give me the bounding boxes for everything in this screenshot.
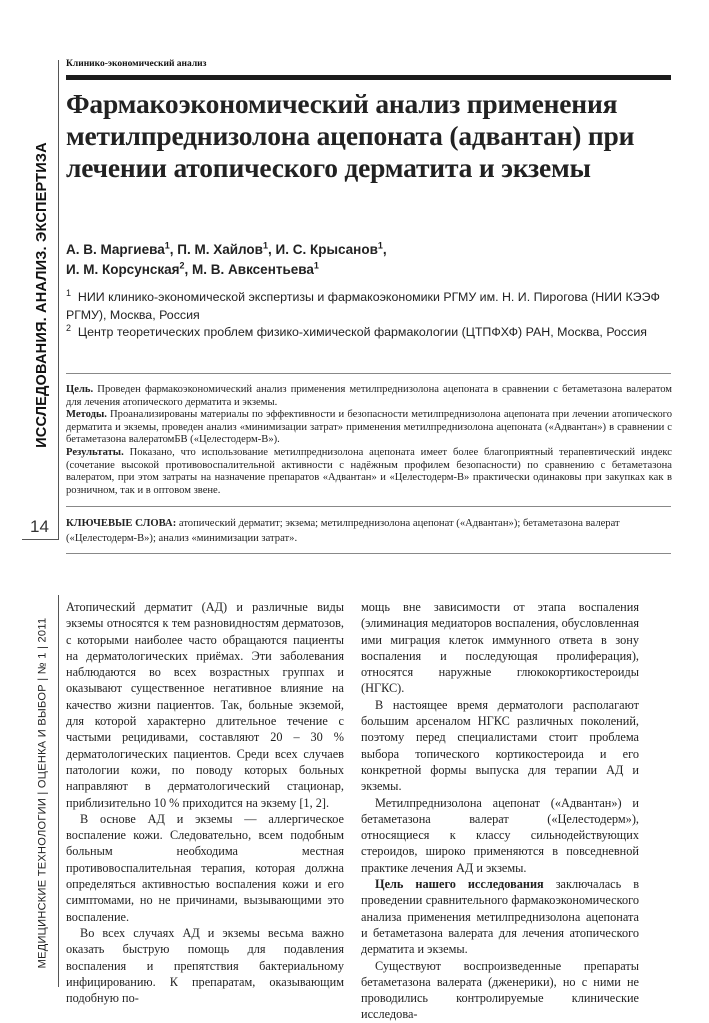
body-paragraph: В основе АД и экземы — аллергическое воспаление кожи. Следовательно, всем подобным больным необходима местная противовоспалительная терапия, которая должна определяться активностью воспаления кожи и его симптомами, но не причинами, вызывающими это воспаление.: [66, 811, 344, 924]
author: И. М. Корсунская$^2$,: [66, 260, 193, 277]
body-paragraph: Существуют воспроизведенные препараты бетаметазона валерата (дженерики), но с ними не проводились контролируемые клинические исследова-: [361, 958, 639, 1022]
body-column-left: [66, 599, 344, 1006]
affiliation: $^1$ НИИ клинико-экономической экспертизы и фармакоэкономики РГМУ им. Н. И. Пирогова (НИИ КЭЭФ РГМУ), Москва, Россия: [66, 287, 660, 322]
body-paragraph: В настоящее время дерматологи располагают большим арсеналом НГКС различных поколений, поэтому перед специалистами стоит проблема выбора топического кортикостероида и его конкретной формы выпуска для терапии АД и экземы.: [361, 697, 639, 794]
abstract-results: Результаты. Показано, что использование метилпреднизолона ацепоната имеет более благоприятный терапевтический индекс (сочетание высокой противовоспалительной активности с надёжным профилем безопасности) по сравнению с бетаметазона валератом, при этом затраты на назначение препаратов «Адвантан» и «Целестодерм-В» практически одинаковы при закупках как в розничном, так и в оптовом звене.: [66, 446, 672, 496]
abstract: [66, 384, 672, 497]
margin-rule-bottom: [58, 595, 59, 987]
abstract-methods: Методы. Проанализированы материалы по эффективности и безопасности метилпреднизолона ацепоната при лечении атопического дерматита и экземы, проведен анализ «минимизации затрат» применения метилпреднизолона ацепоната («Адвантан») в сравнении с бетаметазона валератомБВ («Целестодерм-В»).: [66, 409, 672, 446]
author: А. В. Маргиева$^1$,: [66, 240, 178, 257]
article-title: Фармакоэкономический анализ применения метилпреднизолона ацепоната (адвантан) при лечении атопического дерматита и экземы: [66, 88, 635, 183]
body-paragraph: Метилпреднизолона ацепонат («Адвантан») и бетаметазона валерат («Целестодерм»), относящиеся к классу сильнодействующих стероидов, широко применяются в повседневной практике лечения АД и экземы.: [361, 795, 639, 875]
body-column-right: [361, 599, 639, 1023]
affiliations: [66, 289, 676, 342]
author: И. С. Крысанов$^1$,: [275, 240, 387, 257]
author: П. М. Хайлов$^1$,: [177, 240, 276, 257]
body-paragraph: Во всех случаях АД и экземы весьма важно оказать быструю помощь для подавления воспаления и препятствия бактериальному инфицированию. К препаратам, оказывающим подобную по-: [66, 925, 344, 1006]
keywords: КЛЮЧЕВЫЕ СЛОВА: атопический дерматит; экзема; метилпреднизолона ацепонат («Адвантан»); бетаметазона валерат («Целестодерм-В»); анализ «минимизации затрат».: [66, 518, 620, 544]
body-paragraph: мощь вне зависимости от этапа воспаления (элиминация медиаторов воспаления, обусловленная ими миграция клеток иммунного ответа в зону воспаления и последующая пролиферация), относятся наружные глюкокортикостероиды (НГКС).: [361, 600, 639, 696]
page-number-rule: [22, 539, 58, 540]
abstract-rule-bottom: [66, 553, 671, 554]
margin-rule-top: [58, 60, 59, 540]
body-paragraph: Цель нашего исследования заключалась в проведении сравнительного фармакоэкономического анализа применения метилпреднизолона ацепоната и бетаметазона валерата для лечения атопического дерматита и экземы.: [361, 877, 640, 957]
author-list: [66, 240, 676, 280]
abstract-rule-middle: [66, 506, 671, 507]
journal-vertical-label: МЕДИЦИНСКИЕ ТЕХНОЛОГИИ | ОЦЕНКА И ВЫБОР | № 1 | 2011: [36, 617, 48, 968]
page-number: 14: [30, 517, 49, 536]
vertical-section-title: ИССЛЕДОВАНИЯ. АНАЛИЗ. ЭКСПЕРТИЗА: [34, 142, 51, 448]
abstract-rule-top: [66, 373, 671, 374]
abstract-goal: Цель. Проведен фармакоэкономический анализ применения метилпреднизолона ацепоната в сравнении с бетаметазона валератом для лечения атопического дерматита и экземы.: [66, 384, 672, 408]
header-rule: [66, 75, 671, 80]
body-paragraph: Атопический дерматит (АД) и различные виды экземы относятся к тем разновидностям дерматозов, с которыми наиболее часто обращаются пациенты на дерматологических приёмах. Эти заболевания наблюдаются во всех возрастных группах и оказывают существенное негативное влияние на качество жизни пациентов. Так, больные экземой, для которой характерно длительное течение с частыми рецидивами, составляют 20 – 30 % дерматологических пациентов. Среди всех случаев патологии кожи, по поводу которых больных направляют в дерматологический стационар, приблизительно 10 % приходится на экзему [1, 2].: [66, 600, 344, 810]
section-label: Клинико-экономический анализ: [66, 59, 207, 69]
author: М. В. Авксентьева$^1$: [192, 260, 319, 277]
affiliation: $^2$ Центр теоретических проблем физико-химической фармакологии (ЦТПФХФ) РАН, Москва, Россия: [66, 322, 647, 339]
